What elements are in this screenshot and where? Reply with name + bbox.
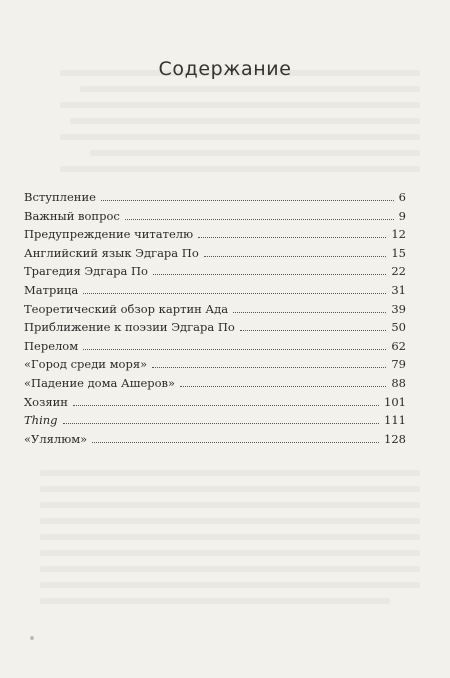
toc-entry-title: Вступление [24,190,96,204]
toc-entry-title: Теоретический обзор картин Ада [24,301,229,316]
toc-entry-page: 31 [391,282,406,297]
dot-leader [73,405,379,406]
show-through [60,166,420,172]
toc-entry [24,374,406,393]
toc-entry-title: Важный вопрос [24,208,120,223]
toc-entry-title: «Город среди моря» [24,357,148,372]
show-through [40,550,420,556]
show-through [40,534,420,540]
print-speck [30,636,34,640]
toc-entry-title: Перелом [24,338,79,353]
dot-leader [240,330,387,331]
toc-entry-title: Приближение к поэзии Эдгара По [24,320,235,335]
dot-leader [125,219,394,220]
dot-leader [92,442,379,443]
show-through [40,470,420,476]
toc-entry-page: 39 [391,301,406,316]
dot-leader [83,293,386,294]
show-through [40,598,390,604]
toc-entry-page: 6 [398,190,406,204]
dot-leader [180,386,386,387]
toc-entry-title: Хозяин [24,394,68,409]
toc-entry-title: «Падение дома Ашеров» [24,375,176,390]
show-through [40,566,420,572]
dot-leader [233,312,386,313]
toc-entry [24,393,406,412]
toc-entry-page: 101 [384,394,406,409]
dot-leader [101,200,394,201]
show-through [40,486,420,492]
toc-entry-page: 15 [391,245,406,260]
toc-entry-page: 111 [384,413,406,428]
toc-entry-title: Предупреждение читателю [24,227,194,242]
toc-entry [24,318,406,337]
toc-entry-page: 62 [391,338,406,353]
toc-entry-title: Матрица [24,282,79,297]
toc-entry [24,430,406,449]
toc-entry-page: 128 [384,431,406,446]
toc-entry [24,262,406,281]
toc-entry [24,207,406,226]
dot-leader [83,349,386,350]
toc-entry [24,300,406,319]
show-through [80,86,420,92]
toc-entry [24,337,406,356]
dot-leader [153,274,386,275]
toc-entry-title: «Улялюм» [24,431,88,446]
show-through [40,582,420,588]
show-through [60,134,420,140]
toc-entry-title: Английский язык Эдгара По [24,245,199,260]
toc-entry-page: 79 [391,357,406,372]
toc-entry-page: 12 [391,227,406,242]
dot-leader [63,423,380,424]
dot-leader [152,367,386,368]
toc-entry [24,225,406,244]
dot-leader [198,237,386,238]
toc-entry-title: Thing [24,413,58,428]
toc-entry-page: 50 [391,320,406,335]
toc-entry [24,188,406,207]
page-title: Содержание [158,58,292,80]
table-of-contents [24,188,406,448]
show-through [90,150,420,156]
toc-entry-title: Трагедия Эдгара По [24,264,148,279]
show-through [40,518,420,524]
show-through [60,102,420,108]
show-through [70,118,420,124]
toc-entry-page: 9 [398,208,406,223]
show-through [40,502,420,508]
toc-entry [24,411,406,430]
toc-entry [24,355,406,374]
toc-entry-page: 22 [391,264,406,279]
toc-entry [24,244,406,263]
dot-leader [204,256,387,257]
toc-entry [24,281,406,300]
toc-entry-page: 88 [391,375,406,390]
